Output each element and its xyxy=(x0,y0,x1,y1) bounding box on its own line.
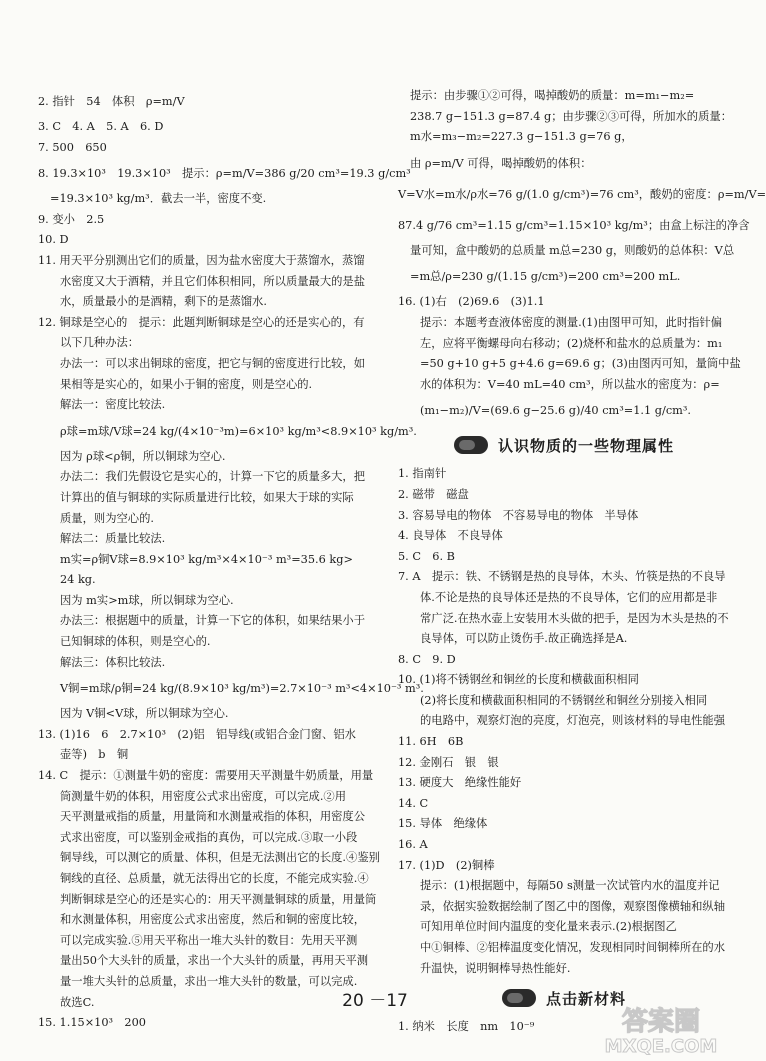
text-line: 因为 V铜<V球，所以铜球为空心. xyxy=(60,707,229,721)
text-line: 8. C 9. D xyxy=(398,652,456,666)
text-line: 13. 硬度大 绝缘性能好 xyxy=(398,776,522,790)
text-line: ρ球=m球/V球=24 kg/(4×10⁻³m)=6×10³ kg/m³<8.9×10³ kg/m³. xyxy=(60,424,417,438)
text-line: 故选C. xyxy=(60,995,95,1009)
text-line: 的电路中，观察灯泡的亮度，灯泡亮，则该材料的导电性能强 xyxy=(420,714,726,728)
text-line: 铜线的直径、总质量，就无法得出它的长度，不能完成实验.④ xyxy=(60,872,369,885)
text-line: 体.不论是热的良导体还是热的不良导体，它们的应用都是非 xyxy=(420,590,718,604)
text-line: 7. 500 650 xyxy=(38,140,107,154)
text-line: 筒测量牛奶的体积，用密度公式求出密度，可以完成.②用 xyxy=(60,789,347,803)
text-line: =50 g+10 g+5 g+4.6 g=69.6 g；(3)由图丙可知，量筒中盐 xyxy=(420,357,741,371)
text-line: 3. C 4. A 5. A 6. D xyxy=(38,120,164,133)
text-line: 质量，则为空心的. xyxy=(60,511,154,525)
text-line: 解法二：质量比较法. xyxy=(60,532,166,546)
text-line: 14. C 提示：①测量牛奶的密度：需要用天平测量牛奶质量，用量 xyxy=(38,769,374,783)
text-line: 左，应将平衡螺母向右移动；(2)烧杯和盐水的总质量为：m₁ xyxy=(420,336,723,350)
text-line: 12. 金刚石 银 银 xyxy=(398,755,499,769)
text-line: 10. D xyxy=(38,233,69,247)
text-line: 87.4 g/76 cm³=1.15 g/cm³=1.15×10³ kg/m³；由盒上标注的净含 xyxy=(398,218,750,232)
text-line: 良导体，可以防止烫伤手.故正确选择是A. xyxy=(420,632,628,646)
text-line: 可以完成实验.⑤用天平称出一堆大头针的数目：先用天平测 xyxy=(60,933,358,947)
text-line: 由 ρ=m/V 可得，喝掉酸奶的体积： xyxy=(410,156,592,170)
text-line: 24 kg. xyxy=(60,573,96,587)
text-line: =19.3×10³ kg/m³．截去一半，密度不变. xyxy=(50,192,267,206)
right-column-top-block xyxy=(398,86,766,426)
text-line: (m₁−m₂)/V=(69.6 g−25.6 g)/40 cm³=1.1 g/cm³. xyxy=(420,404,691,418)
text-line: 壶等) b 铜 xyxy=(60,748,129,762)
text-line: 15. 1.15×10³ 200 xyxy=(38,1016,146,1030)
section-badge-icon xyxy=(454,436,488,454)
text-line: 录，依据实验数据绘制了图乙中的图像，观察图像横轴和纵轴 xyxy=(420,899,726,913)
text-line: 5. C 6. B xyxy=(398,549,455,563)
text-line: 16. A xyxy=(398,838,428,852)
text-line: V铜=m球/ρ铜=24 kg/(8.9×10³ kg/m³)=2.7×10⁻³ m³<4×10⁻³ m³. xyxy=(60,682,424,696)
watermark-line2: MXQE.COM xyxy=(604,1036,718,1057)
text-line: 办法二：我们先假设它是实心的，计算一下它的质量多大，把 xyxy=(60,470,366,484)
text-line: 量出50个大头针的质量，求出一个大头针的质量，再用天平测 xyxy=(60,954,369,968)
section-title: 点击新材料 xyxy=(545,989,626,1008)
text-line: 3. 容易导电的物体 不容易导电的物体 半导体 xyxy=(398,508,639,522)
text-line: 计算出的值与铜球的实际质量进行比较，如果大于球的实际 xyxy=(60,490,354,504)
text-line: (2)将长度和横截面积相同的不锈钢丝和铜丝分别接入相同 xyxy=(420,693,708,707)
text-line: 以下几种办法： xyxy=(60,336,140,350)
text-line: 10. (1)将不锈钢丝和铜丝的长度和横截面积相同 xyxy=(398,673,639,687)
text-line: 中①铜棒、②铝棒温度变化情况，发现相同时间铜棒所在的水 xyxy=(420,941,726,954)
text-line: 1. 指南针 xyxy=(398,467,447,481)
text-line: 因为 m实>m球，所以铜球为空心. xyxy=(60,593,234,607)
right-column xyxy=(398,86,766,1038)
text-line: 13. (1)16 6 2.7×10³ (2)铝 铝导线(或铝合金门窗、铝水 xyxy=(38,727,356,741)
text-line: =m总/ρ=230 g/(1.15 g/cm³)=200 cm³=200 mL. xyxy=(410,270,681,284)
text-line: 提示：本题考查液体密度的测量.(1)由图甲可知，此时指针偏 xyxy=(420,315,723,329)
text-line: 水，质量最小的是酒精，剩下的是蒸馏水. xyxy=(60,295,267,309)
text-line: 量可知，盒中酸奶的总质量 m总=230 g，则酸奶的总体积：V总 xyxy=(410,243,735,257)
text-line: 2. 指针 54 体积 ρ=m/V xyxy=(38,95,185,108)
text-line: 11. 6H 6B xyxy=(398,735,464,749)
text-line: 238.7 g−151.3 g=87.4 g；由步骤②③可得，所加水的质量： xyxy=(410,109,732,123)
text-line: 可知用单位时间内温度的变化量来表示.(2)根据图乙 xyxy=(420,920,677,934)
text-line: 提示：(1)根据题中，每隔50 s测量一次试管内水的温度并记 xyxy=(420,879,720,893)
text-line: 水的体积为：V=40 mL=40 cm³，所以盐水的密度为：ρ= xyxy=(420,377,720,391)
text-line: m水=m₃−m₂=227.3 g−151.3 g=76 g， xyxy=(410,130,633,144)
text-line: 16. (1)右 (2)69.6 (3)1.1 xyxy=(398,295,545,309)
text-line: 和水测量体积，用密度公式求出密度，然后和铜的密度比较， xyxy=(60,913,366,927)
section-header xyxy=(398,426,730,464)
text-line: 办法三：根据题中的质量，计算一下它的体积，如果结果小于 xyxy=(60,614,366,628)
text-line: 1. 纳米 长度 nm 10⁻⁹ xyxy=(398,1020,535,1034)
text-line: 办法一：可以求出铜球的密度，把它与铜的密度进行比较，如 xyxy=(60,356,366,370)
page-number: 20 －17 xyxy=(342,991,408,1011)
text-line: 果相等是实心的，如果小于铜的密度，则是空心的. xyxy=(60,377,313,391)
text-line: 常广泛.在热水壶上安装用木头做的把手，是因为木头是热的不 xyxy=(420,611,729,625)
text-line: 8. 19.3×10³ 19.3×10³ 提示：ρ=m/V=386 g/20 cm³=19.3 g/cm³ xyxy=(38,167,411,181)
watermark-logo xyxy=(586,1000,736,1058)
text-line: 4. 良导体 不良导体 xyxy=(398,529,503,543)
text-line: 11. 用天平分别测出它们的质量，因为盐水密度大于蒸馏水，蒸馏 xyxy=(38,253,365,267)
text-line: 判断铜球是空心的还是实心的：用天平测量铜球的质量，用量筒 xyxy=(60,892,377,906)
text-line: 15. 导体 绝缘体 xyxy=(398,817,488,831)
text-line: 式求出密度，可以鉴别金戒指的真伪，可以完成.③取一小段 xyxy=(60,830,358,844)
text-line: 解法一：密度比较法. xyxy=(60,398,166,412)
text-line: V=V水=m水/ρ水=76 g/(1.0 g/cm³)=76 cm³，酸奶的密度：ρ=m/V= xyxy=(398,187,766,201)
text-line: 12. 铜球是空心的 提示：此题判断铜球是空心的还是实心的，有 xyxy=(38,315,365,329)
text-line: 升温快，说明铜棒导热性能好. xyxy=(420,961,571,975)
text-line: 14. C xyxy=(398,796,429,810)
text-line: 9. 变小 2.5 xyxy=(38,212,105,226)
watermark-line1: 答案圈 xyxy=(621,1007,701,1037)
right-column-mid-block xyxy=(398,464,730,979)
text-line: 已知铜球的体积，则是空心的. xyxy=(60,635,211,649)
text-line: 解法三：体积比较法. xyxy=(60,655,166,669)
text-line: 2. 磁带 磁盘 xyxy=(398,487,469,501)
text-line: 因为 ρ球<ρ铜，所以铜球为空心. xyxy=(60,449,226,463)
section-title: 认识物质的一些物理属性 xyxy=(497,436,674,455)
text-line: 量一堆大头针的总质量，求出一堆大头针的数量，可以完成. xyxy=(60,974,358,988)
text-line: 水密度又大于酒精，并且它们体积相同，所以质量最大的是盐 xyxy=(60,274,366,288)
text-line: 天平测量戒指的质量，用量筒和水测量戒指的体积，用密度公 xyxy=(60,810,366,824)
text-line: 7. A 提示：铁、不锈钢是热的良导体，木头、竹筷是热的不良导 xyxy=(398,570,726,584)
text-line: 提示：由步骤①②可得，喝掉酸奶的质量：m=m₁−m₂= xyxy=(410,89,695,102)
text-line: 17. (1)D (2)铜棒 xyxy=(398,858,495,872)
text-line: m实=ρ铜V球=8.9×10³ kg/m³×4×10⁻³ m³=35.6 kg> xyxy=(60,552,353,566)
text-line: 铜导线，可以测它的质量、体积，但是无法测出它的长度.④鉴别 xyxy=(60,851,380,865)
